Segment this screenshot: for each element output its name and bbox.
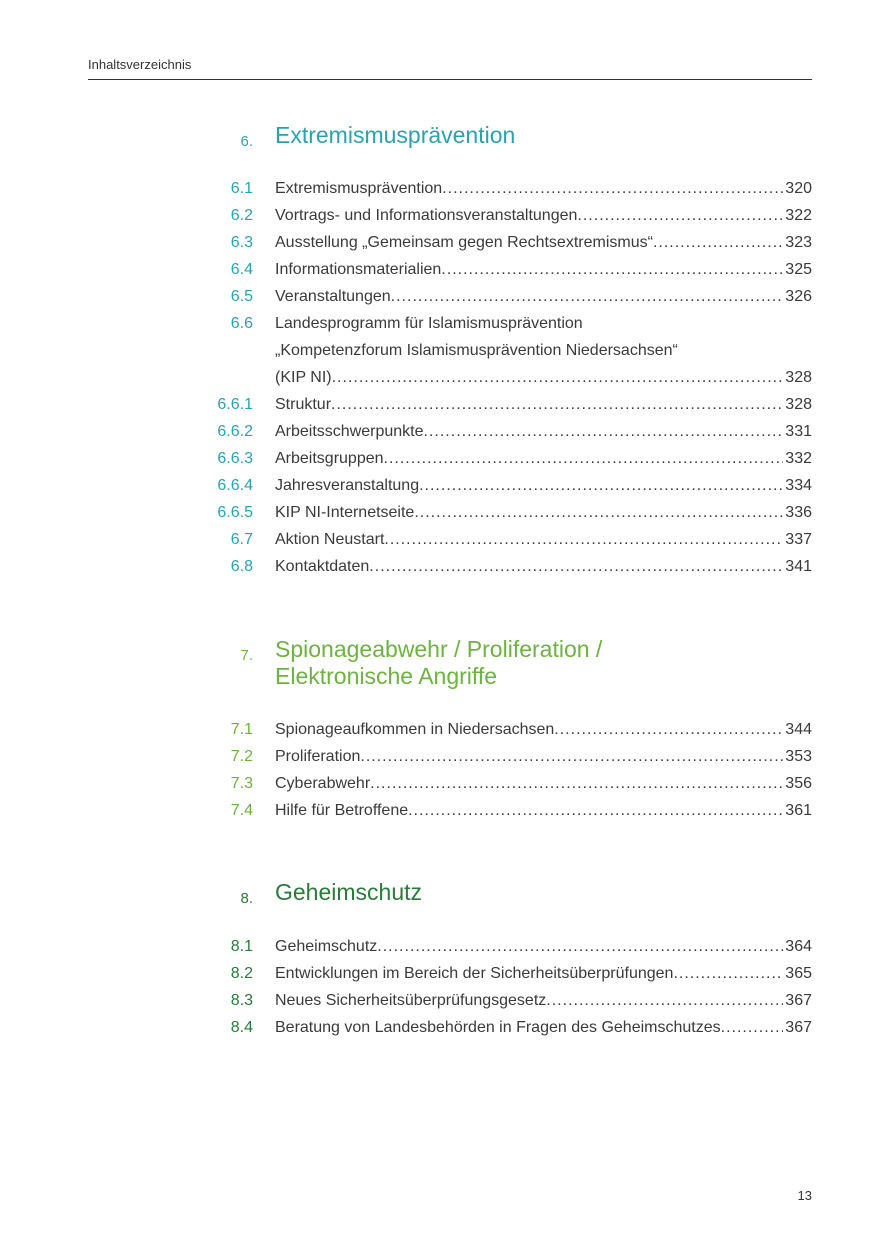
dot-leader (370, 775, 783, 793)
entry-page: 328 (785, 369, 812, 386)
entry-number: 6.6.5 (217, 504, 253, 521)
entry-leader (275, 721, 812, 739)
entry-page: 336 (785, 504, 812, 521)
entry-title: Beratung von Landesbehörden in Fragen des Geheimschutzes (275, 1019, 721, 1036)
dot-leader (369, 558, 783, 576)
dot-leader (577, 207, 783, 225)
entry-title: KIP NI-Internetseite (275, 504, 415, 521)
entry-title: Neues Sicherheitsüberprüfungsgesetz (275, 992, 547, 1009)
toc-entry[interactable] (0, 501, 875, 528)
entry-page: 341 (785, 558, 812, 575)
entry-page: 332 (785, 450, 812, 467)
entry-leader (275, 423, 812, 441)
entry-number: 6.6.1 (217, 396, 253, 413)
entry-title: Hilfe für Betroffene (275, 802, 409, 819)
entry-leader (275, 288, 812, 306)
chapter-title: Geheimschutz (275, 879, 423, 905)
chapter-number: 8. (240, 890, 253, 907)
toc-entry[interactable] (0, 799, 875, 826)
dot-leader (391, 288, 784, 306)
toc-entry[interactable] (0, 989, 875, 1016)
chapter-heading[interactable] (0, 122, 875, 152)
toc-entry[interactable] (0, 447, 875, 474)
entry-number: 8.4 (230, 1019, 253, 1036)
dot-leader (419, 477, 783, 495)
entry-number: 6.6.4 (217, 477, 253, 494)
toc-entry[interactable] (0, 420, 875, 447)
toc-entry[interactable] (0, 745, 875, 772)
entry-number: 6.6 (230, 315, 253, 332)
entry-number: 7.1 (230, 721, 253, 738)
entry-title: Jahresveranstaltung (275, 477, 420, 494)
entry-title: Kontaktdaten (275, 558, 370, 575)
entry-leader (275, 965, 812, 983)
entry-title: Proliferation (275, 748, 361, 765)
entry-leader (275, 450, 812, 468)
entry-title: Entwicklungen im Bereich der Sicherheitsüberprüfungen (275, 965, 674, 982)
entry-number: 6.1 (230, 180, 253, 197)
toc-entry[interactable] (0, 231, 875, 258)
toc-entry[interactable] (0, 555, 875, 582)
entry-leader (275, 261, 812, 279)
toc-entry[interactable] (0, 528, 875, 555)
toc-entry-list (0, 935, 875, 1043)
toc-entry[interactable] (0, 718, 875, 745)
toc-entry[interactable] (0, 285, 875, 312)
entry-number: 6.6.3 (217, 450, 253, 467)
dot-leader (384, 450, 784, 468)
dot-leader (414, 504, 783, 522)
dot-leader (424, 423, 784, 441)
entry-number: 8.1 (230, 938, 253, 955)
entry-page: 344 (785, 721, 812, 738)
entry-number: 8.2 (230, 965, 253, 982)
dot-leader (441, 261, 783, 279)
chapter-title (275, 636, 602, 690)
dot-leader (653, 234, 783, 252)
entry-page: 356 (785, 775, 812, 792)
entry-number: 6.4 (230, 261, 253, 278)
dot-leader (360, 748, 783, 766)
entry-title: Struktur (275, 396, 332, 413)
dot-leader (331, 396, 783, 414)
entry-title: Arbeitsschwerpunkte (275, 423, 424, 440)
page-number: 13 (797, 1188, 812, 1203)
entry-leader (275, 180, 812, 198)
entry-number: 6.7 (230, 531, 253, 548)
entry-leader (275, 938, 812, 956)
entry-page: 325 (785, 261, 812, 278)
entry-page: 364 (785, 938, 812, 955)
entry-title: Informationsmaterialien (275, 261, 442, 278)
entry-title: Cyberabwehr (275, 775, 371, 792)
entry-page: 326 (785, 288, 812, 305)
toc-entry[interactable] (0, 204, 875, 231)
entry-page: 367 (785, 1019, 812, 1036)
chapter-number: 6. (240, 133, 253, 150)
entry-page: 367 (785, 992, 812, 1009)
entry-title: Ausstellung „Gemeinsam gegen Rechtsextremismus“ (275, 234, 653, 251)
entry-page: 365 (785, 965, 812, 982)
dot-leader (673, 965, 783, 983)
entry-leader (275, 558, 812, 576)
entry-number: 6.8 (230, 558, 253, 575)
chapter-heading[interactable] (0, 636, 875, 689)
running-head: Inhaltsverzeichnis (88, 57, 192, 72)
chapter-title-line: Elektronische Angriffe (275, 663, 498, 689)
dot-leader (332, 369, 784, 387)
chapter-title: Extremismusprävention (275, 122, 516, 148)
entry-page: 353 (785, 748, 812, 765)
entry-title: Arbeitsgruppen (275, 450, 384, 467)
entry-leader (275, 234, 812, 252)
chapter-heading[interactable] (0, 879, 875, 909)
toc-entry[interactable] (0, 935, 875, 962)
entry-leader (275, 396, 812, 414)
entry-number: 7.3 (230, 775, 253, 792)
entry-leader (275, 207, 812, 225)
entry-title: Spionageaufkommen in Niedersachsen (275, 721, 555, 738)
entry-leader (275, 802, 812, 820)
entry-page: 320 (785, 180, 812, 197)
toc-entry[interactable] (0, 258, 875, 285)
entry-leader (275, 504, 812, 522)
chapter-number: 7. (240, 647, 253, 664)
entry-title: Extremismusprävention (275, 180, 443, 197)
entry-number: 8.3 (230, 992, 253, 1009)
dot-leader (721, 1019, 784, 1037)
entry-page: 334 (785, 477, 812, 494)
entry-number: 7.4 (230, 802, 253, 819)
entry-title: Vortrags- und Informationsveranstaltungen (275, 207, 578, 224)
dot-leader (377, 938, 783, 956)
toc-entry-list (0, 177, 875, 582)
entry-page: 337 (785, 531, 812, 548)
dot-leader (384, 531, 783, 549)
toc-entry[interactable] (0, 1016, 875, 1043)
entry-number: 7.2 (230, 748, 253, 765)
toc-entry[interactable] (0, 474, 875, 501)
toc-entry-line (0, 339, 875, 366)
entry-page: 361 (785, 802, 812, 819)
entry-number: 6.5 (230, 288, 253, 305)
entry-leader (275, 1019, 812, 1037)
entry-leader (275, 748, 812, 766)
entry-number: 6.6.2 (217, 423, 253, 440)
toc-entry[interactable] (0, 772, 875, 799)
entry-leader (275, 369, 812, 387)
entry-number: 6.2 (230, 207, 253, 224)
entry-number: 6.3 (230, 234, 253, 251)
toc-entry[interactable] (0, 177, 875, 204)
entry-title-line: Landesprogramm für Islamismusprävention (275, 315, 583, 332)
entry-title: (KIP NI) (275, 369, 332, 386)
entry-leader (275, 531, 812, 549)
toc-entry[interactable] (0, 366, 875, 393)
entry-page: 322 (785, 207, 812, 224)
entry-title-line: „Kompetenzforum Islamismusprävention Niedersachsen“ (275, 342, 678, 359)
dot-leader (408, 802, 783, 820)
entry-leader (275, 775, 812, 793)
header-rule (88, 79, 812, 80)
entry-page: 328 (785, 396, 812, 413)
entry-leader (275, 992, 812, 1010)
dot-leader (554, 721, 783, 739)
toc-entry-line (0, 312, 875, 339)
entry-leader (275, 477, 812, 495)
entry-title: Aktion Neustart (275, 531, 385, 548)
dot-leader (546, 992, 783, 1010)
chapter-title-line: Spionageabwehr / Proliferation / (275, 636, 603, 662)
toc-entry-list (0, 718, 875, 826)
entry-title: Geheimschutz (275, 938, 378, 955)
entry-page: 331 (785, 423, 812, 440)
toc-entry[interactable] (0, 962, 875, 989)
toc-entry[interactable] (0, 393, 875, 420)
entry-page: 323 (785, 234, 812, 251)
dot-leader (442, 180, 783, 198)
entry-title: Veranstaltungen (275, 288, 391, 305)
